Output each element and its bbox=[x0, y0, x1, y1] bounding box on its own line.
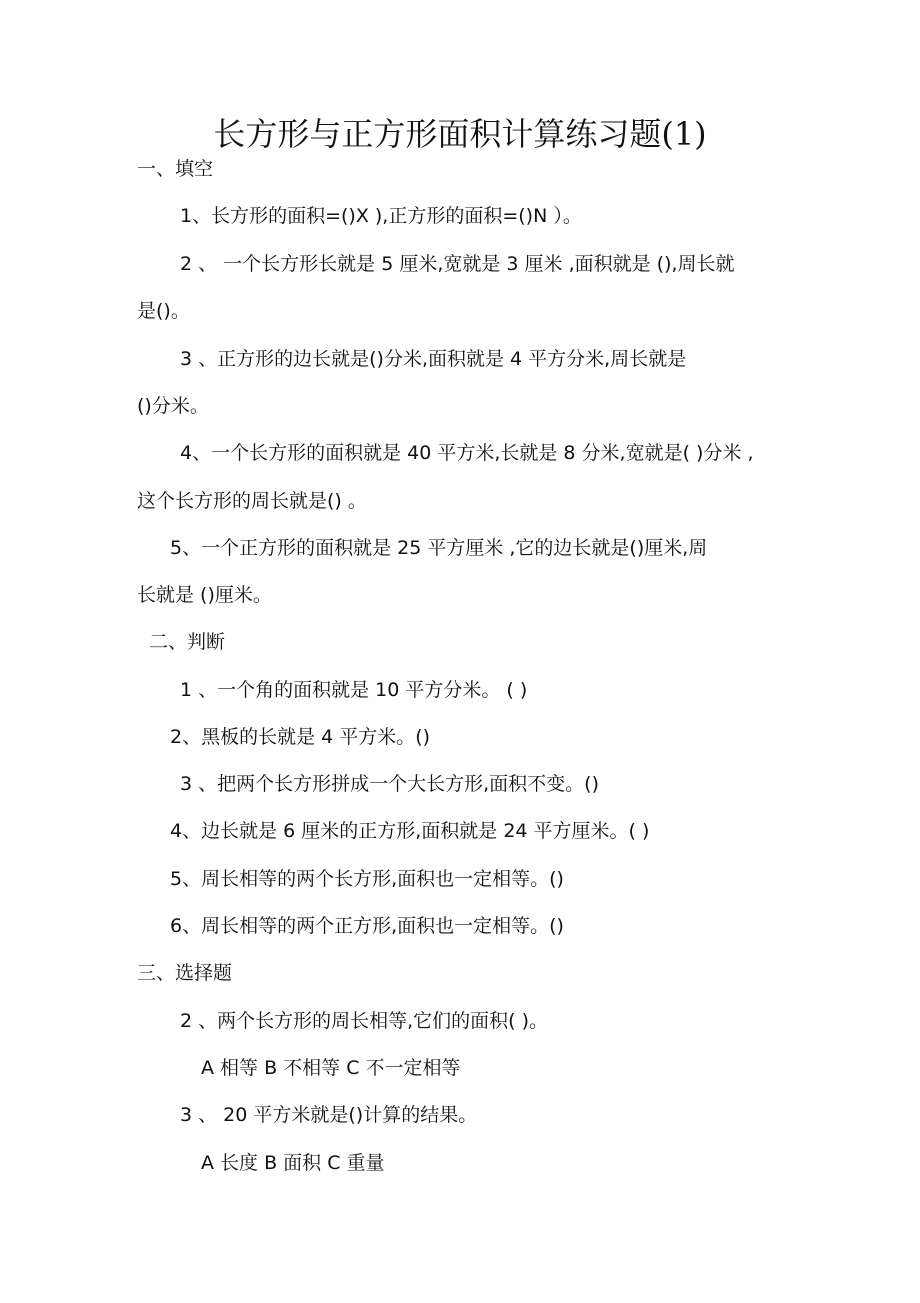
section-heading-choice: 三、选择题 bbox=[137, 962, 233, 984]
fill-question-2-line-2: 是()。 bbox=[137, 300, 190, 322]
fill-question-5-line-2: 长就是 ()厘米。 bbox=[137, 584, 272, 606]
judge-question-6: 6、周长相等的两个正方形,面积也一定相等。() bbox=[170, 915, 564, 937]
page-title: 长方形与正方形面积计算练习题(1) bbox=[213, 115, 707, 153]
section-heading-judge: 二、判断 bbox=[149, 631, 226, 653]
fill-question-3-line-2: ()分米。 bbox=[137, 395, 209, 417]
judge-question-3: 3 、把两个长方形拼成一个大长方形,面积不变。() bbox=[180, 773, 599, 795]
choice-question-3-options: A 长度 B 面积 C 重量 bbox=[201, 1152, 385, 1174]
fill-question-4-line-2: 这个长方形的周长就是() 。 bbox=[137, 490, 367, 512]
fill-question-5-line-1: 5、一个正方形的面积就是 25 平方厘米 ,它的边长就是()厘米,周 bbox=[170, 537, 708, 559]
judge-question-5: 5、周长相等的两个长方形,面积也一定相等。() bbox=[170, 868, 564, 890]
choice-question-2-options: A 相等 B 不相等 C 不一定相等 bbox=[201, 1057, 461, 1079]
judge-question-1: 1 、一个角的面积就是 10 平方分米。 ( ) bbox=[180, 679, 528, 701]
fill-question-2-line-1: 2 、 一个长方形长就是 5 厘米,宽就是 3 厘米 ,面积就是 (),周长就 bbox=[180, 253, 735, 275]
fill-question-4-line-1: 4、一个长方形的面积就是 40 平方米,长就是 8 分米,宽就是( )分米 , bbox=[180, 442, 754, 464]
fill-question-1: 1、长方形的面积=()X ),正方形的面积=()N ）。 bbox=[180, 205, 582, 227]
choice-question-2: 2 、两个长方形的周长相等,它们的面积( )。 bbox=[180, 1010, 549, 1032]
fill-question-3-line-1: 3 、正方形的边长就是()分米,面积就是 4 平方分米,周长就是 bbox=[180, 348, 687, 370]
judge-question-2: 2、黑板的长就是 4 平方米。() bbox=[170, 726, 431, 748]
judge-question-4: 4、边长就是 6 厘米的正方形,面积就是 24 平方厘米。( ) bbox=[170, 820, 650, 842]
choice-question-3: 3 、 20 平方米就是()计算的结果。 bbox=[180, 1104, 478, 1126]
section-heading-fill: 一、填空 bbox=[137, 158, 214, 180]
